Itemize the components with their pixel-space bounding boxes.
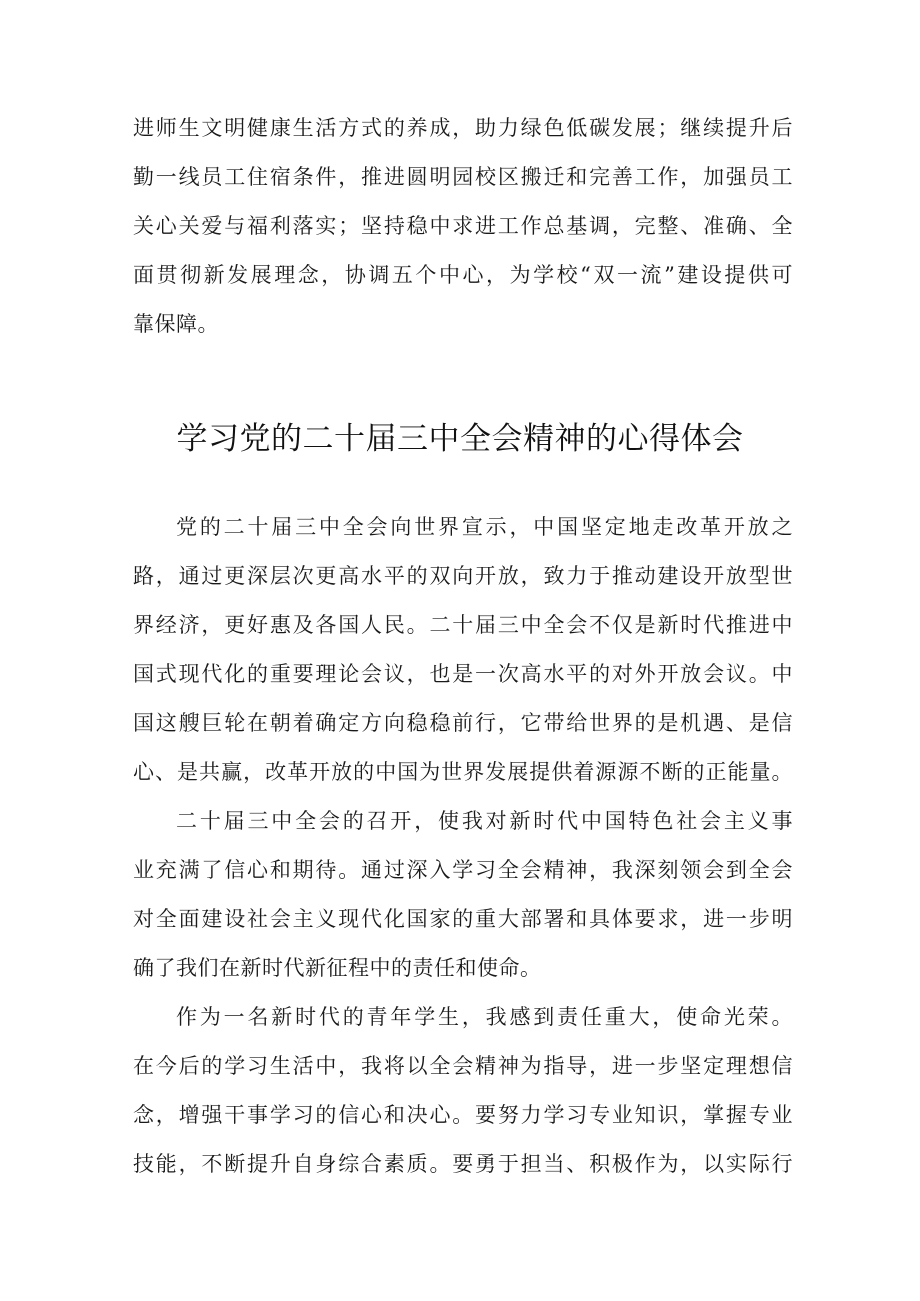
p3-line-3: 念，增强干事学习的信心和决心。要努力学习专业知识，掌握专业 — [133, 1103, 793, 1127]
p1-line-6: 心、是共赢，改革开放的中国为世界发展提供着源源不断的正能量。 — [133, 760, 793, 784]
p1-line-4: 国式现代化的重要理论会议，也是一次高水平的对外开放会议。中 — [133, 662, 793, 686]
p1-line-1: 党的二十届三中全会向世界宣示，中国坚定地走改革开放之 — [176, 515, 793, 539]
article-title: 学习党的二十届三中全会精神的心得体会 — [176, 421, 744, 457]
intro-line-2: 勤一线员工住宿条件，推进圆明园校区搬迁和完善工作，加强员工 — [133, 165, 793, 189]
p3-line-4: 技能，不断提升自身综合素质。要勇于担当、积极作为，以实际行 — [133, 1152, 793, 1176]
p2-line-2: 业充满了信心和期待。通过深入学习全会精神，我深刻领会到全会 — [133, 858, 793, 882]
p1-line-5: 国这艘巨轮在朝着确定方向稳稳前行，它带给世界的是机遇、是信 — [133, 711, 793, 735]
intro-line-3: 关心关爱与福利落实；坚持稳中求进工作总基调，完整、准确、全 — [133, 214, 793, 238]
p3-line-2: 在今后的学习生活中，我将以全会精神为指导，进一步坚定理想信 — [133, 1054, 793, 1078]
intro-line-1: 进师生文明健康生活方式的养成，助力绿色低碳发展；继续提升后 — [133, 116, 793, 140]
p2-line-1: 二十届三中全会的召开，使我对新时代中国特色社会主义事 — [176, 809, 793, 833]
intro-line-5: 靠保障。 — [133, 312, 219, 336]
p2-line-4: 确了我们在新时代新征程中的责任和使命。 — [133, 956, 542, 980]
p1-line-2: 路，通过更深层次更高水平的双向开放，致力于推动建设开放型世 — [133, 564, 793, 588]
intro-line-4: 面贯彻新发展理念，协调五个中心，为学校“双一流”建设提供可 — [133, 263, 793, 287]
p1-line-3: 界经济，更好惠及各国人民。二十届三中全会不仅是新时代推进中 — [133, 613, 793, 637]
p3-line-1: 作为一名新时代的青年学生，我感到责任重大，使命光荣。 — [176, 1005, 793, 1029]
p2-line-3: 对全面建设社会主义现代化国家的重大部署和具体要求，进一步明 — [133, 907, 793, 931]
